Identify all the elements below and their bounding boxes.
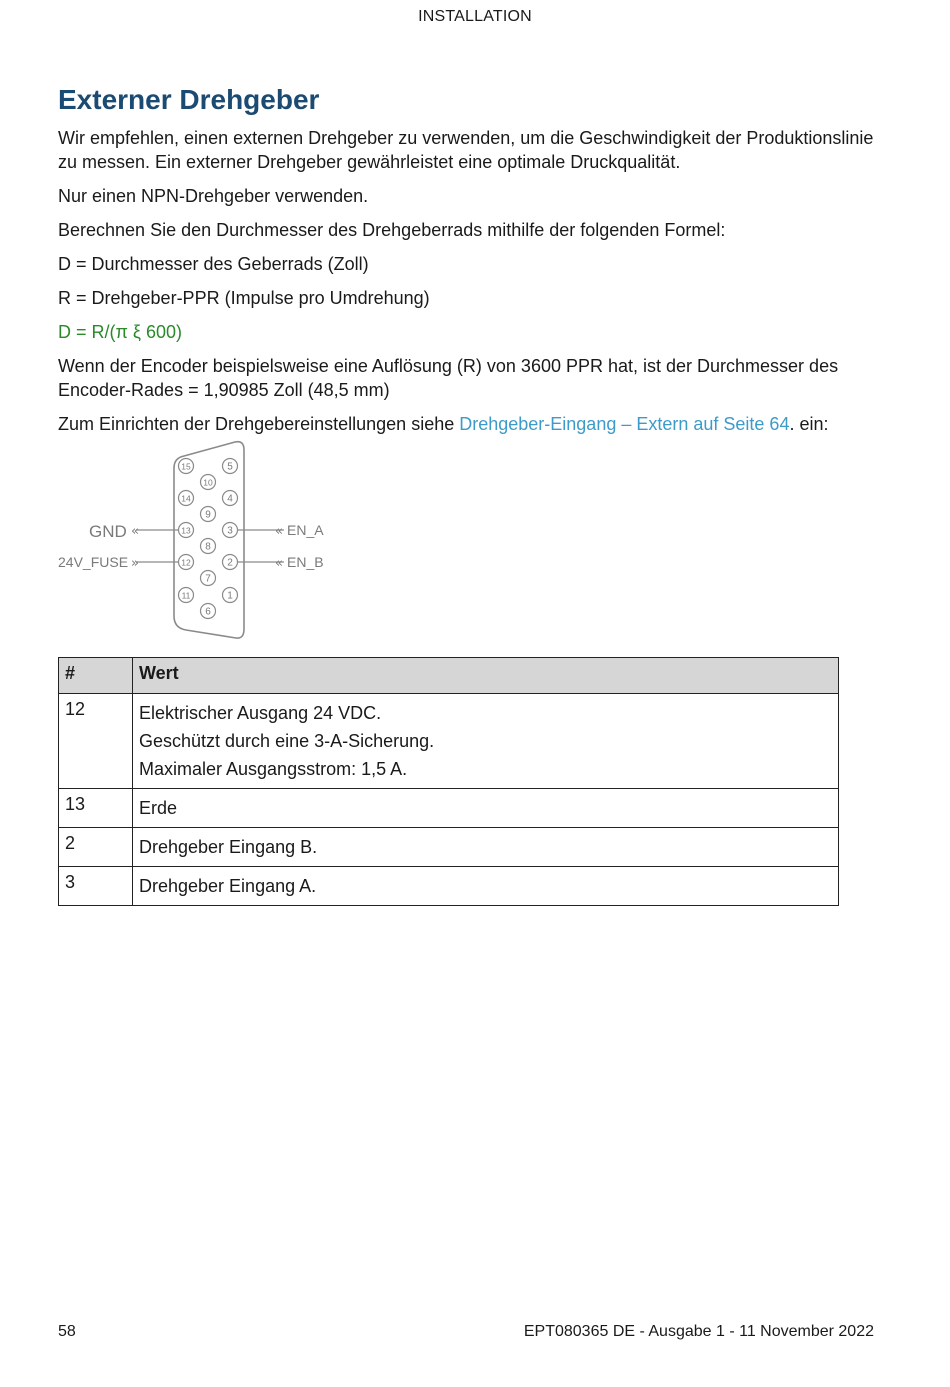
pin-label: 5: [227, 461, 233, 473]
fuse-arrow: »: [131, 556, 139, 571]
pin-label: 2: [227, 557, 233, 569]
value-line: Drehgeber Eingang A.: [139, 876, 317, 896]
gnd-label: GND: [89, 522, 127, 541]
table-cell-value: [133, 828, 839, 867]
table-cell-number: 13: [59, 789, 133, 828]
settings-reference: [58, 412, 888, 436]
page-number: 58: [58, 1323, 76, 1340]
definition-r: R = Drehgeber-PPR (Impulse pro Umdrehung): [58, 288, 430, 308]
table-cell-value: [133, 789, 839, 828]
pin-label: 8: [205, 541, 211, 553]
value-line: Erde: [139, 798, 178, 818]
value-line: Drehgeber Eingang B.: [139, 837, 318, 857]
main-content: [58, 84, 888, 446]
value-line: Geschützt durch eine 3-A-Sicherung.: [139, 731, 435, 751]
page-title: Externer Drehgeber: [58, 84, 320, 115]
page-header: INSTALLATION: [418, 8, 532, 25]
example-paragraph: Wenn der Encoder beispielsweise eine Auflösung (R) von 3600 PPR hat, ist der Durchmesser des Encoder-Rades = 1,90985 Zoll (48,5 mm): [58, 356, 839, 400]
pin-label: 13: [181, 525, 191, 536]
npn-note: Nur einen NPN-Drehgeber verwenden.: [58, 186, 369, 206]
table-row: [59, 867, 839, 906]
pin-label: 9: [205, 509, 211, 521]
fuse-label: 24V_FUSE: [58, 554, 129, 570]
intro-paragraph: Wir empfehlen, einen externen Drehgeber zu verwenden, um die Geschwindigkeit der Produktionslinie zu messen. Ein externer Drehgeber gewährleistet eine optimale Druckqualität.: [58, 128, 874, 172]
column-header-value: Wert: [133, 658, 839, 694]
table-cell-value: [133, 867, 839, 906]
table-cell-value: [133, 694, 839, 789]
connector-pinout-diagram: [56, 438, 356, 646]
en-a-label: EN_A: [287, 522, 324, 538]
table-cell-number: 2: [59, 828, 133, 867]
table-row: [59, 694, 839, 789]
value-line: Maximaler Ausgangsstrom: 1,5 A.: [139, 759, 408, 779]
gnd-arrow: «: [131, 524, 139, 539]
definition-d: D = Durchmesser des Geberrads (Zoll): [58, 254, 369, 274]
en-b-arrow: «: [275, 556, 283, 571]
table-cell-number: 3: [59, 867, 133, 906]
pin-value-table: [58, 657, 839, 906]
table-cell-number: 12: [59, 694, 133, 789]
pin-label: 11: [181, 590, 191, 601]
pin-label: 15: [181, 461, 191, 472]
table-row: [59, 789, 839, 828]
pin-label: 12: [181, 557, 191, 568]
table-header-row: [59, 658, 839, 694]
pin-label: 3: [227, 525, 233, 537]
formula-intro: Berechnen Sie den Durchmesser des Drehgeberrads mithilfe der folgenden Formel:: [58, 220, 726, 240]
column-header-number: #: [59, 658, 133, 694]
en-a-arrow: «: [275, 524, 283, 539]
pin-label: 6: [205, 606, 211, 618]
table-row: [59, 828, 839, 867]
pin-label: 1: [227, 590, 233, 602]
pin-label: 7: [205, 573, 211, 585]
settings-link[interactable]: Drehgeber-Eingang – Extern auf Seite 64: [459, 414, 790, 434]
reference-suffix: . ein:: [789, 414, 829, 434]
document-reference: EPT080365 DE - Ausgabe 1 - 11 November 2022: [523, 1323, 874, 1340]
value-line: Elektrischer Ausgang 24 VDC.: [139, 703, 382, 723]
pin-label: 4: [227, 493, 233, 505]
en-b-label: EN_B: [287, 554, 324, 570]
reference-text: Zum Einrichten der Drehgebereinstellungen siehe: [58, 414, 460, 434]
formula: D = R/(π ξ 600): [58, 322, 183, 342]
pin-group: [179, 459, 238, 619]
pin-label: 10: [203, 477, 213, 488]
pin-label: 14: [181, 493, 191, 504]
